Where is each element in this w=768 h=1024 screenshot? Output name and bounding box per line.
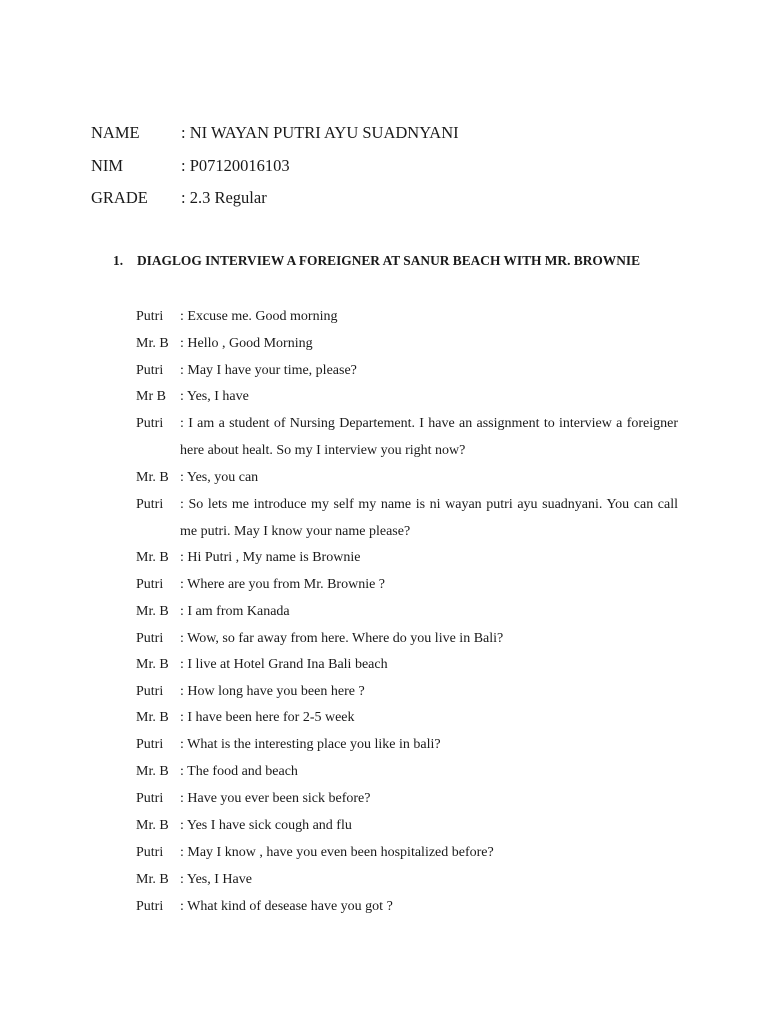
dialog-line xyxy=(136,571,678,598)
dialog-line xyxy=(136,758,678,785)
dialog-line xyxy=(136,812,678,839)
speaker-name: Putri xyxy=(136,497,164,512)
speaker-name: Mr. B xyxy=(136,764,169,779)
utterance-text: : Yes, I have xyxy=(180,389,249,404)
dialog-line xyxy=(136,464,678,491)
nim-label: NIM xyxy=(91,156,124,175)
dialog-line xyxy=(136,839,678,866)
utterance-text: : May I know , have you even been hospitalized before? xyxy=(180,845,494,860)
utterance-text: : Hello , Good Morning xyxy=(180,336,313,351)
speaker-name: Putri xyxy=(136,684,164,699)
speaker-name: Mr B xyxy=(136,389,166,404)
speaker-name: Mr. B xyxy=(136,604,169,619)
utterance-text: : May I have your time, please? xyxy=(180,363,357,378)
speaker-name: Putri xyxy=(136,416,164,431)
grade-value: : 2.3 Regular xyxy=(181,188,267,207)
utterance-text: : Yes I have sick cough and flu xyxy=(180,818,352,833)
speaker-name: Putri xyxy=(136,737,164,752)
name-value: : NI WAYAN PUTRI AYU SUADNYANI xyxy=(181,123,459,142)
utterance-text: : Excuse me. Good morning xyxy=(180,309,338,324)
speaker-name: Putri xyxy=(136,631,164,646)
dialog-line xyxy=(136,625,678,652)
utterance-text: : Yes, you can xyxy=(180,470,259,485)
dialog-line xyxy=(136,893,678,920)
dialog-line xyxy=(136,544,678,571)
speaker-name: Putri xyxy=(136,363,164,378)
speaker-name: Putri xyxy=(136,899,164,914)
dialog-line xyxy=(136,410,678,464)
grade-row xyxy=(91,188,267,208)
speaker-name: Mr. B xyxy=(136,872,169,887)
name-label: NAME xyxy=(91,123,140,142)
section-heading xyxy=(113,251,673,270)
dialog-line xyxy=(136,357,678,384)
speaker-name: Putri xyxy=(136,577,164,592)
dialog-line xyxy=(136,303,678,330)
utterance-text: : What kind of desease have you got ? xyxy=(180,899,393,914)
speaker-name: Mr. B xyxy=(136,470,169,485)
dialog-line xyxy=(136,491,678,545)
speaker-name: Mr. B xyxy=(136,657,169,672)
section-title: DIAGLOG INTERVIEW A FOREIGNER AT SANUR BEACH WITH MR. BROWNIE xyxy=(137,253,641,268)
speaker-name: Mr. B xyxy=(136,710,169,725)
dialog-line xyxy=(136,651,678,678)
name-row xyxy=(91,123,459,143)
utterance-text: : So lets me introduce my self my name is ni wayan putri ayu suadnyani. You can call me putri. May I know your name please? xyxy=(180,497,678,539)
nim-row xyxy=(91,156,290,176)
utterance-text: : Have you ever been sick before? xyxy=(180,791,371,806)
section-number: 1. xyxy=(113,253,124,268)
dialog-line xyxy=(136,704,678,731)
utterance-text: : The food and beach xyxy=(180,764,298,779)
utterance-text: : What is the interesting place you like in bali? xyxy=(180,737,441,752)
nim-value: : P07120016103 xyxy=(181,156,290,175)
dialog-line xyxy=(136,383,678,410)
utterance-text: : I have been here for 2-5 week xyxy=(180,710,355,725)
utterance-text: : Wow, so far away from here. Where do you live in Bali? xyxy=(180,631,504,646)
speaker-name: Mr. B xyxy=(136,550,169,565)
utterance-text: : Yes, I Have xyxy=(180,872,252,887)
dialog-line xyxy=(136,731,678,758)
speaker-name: Putri xyxy=(136,791,164,806)
utterance-text: : I am from Kanada xyxy=(180,604,290,619)
speaker-name: Mr. B xyxy=(136,818,169,833)
speaker-name: Mr. B xyxy=(136,336,169,351)
grade-label: GRADE xyxy=(91,188,148,207)
dialog-line xyxy=(136,678,678,705)
dialog-line xyxy=(136,330,678,357)
speaker-name: Putri xyxy=(136,309,164,324)
utterance-text: : I am a student of Nursing Departement. I have an assignment to interview a foreigner here about healt. So my I interview you right now? xyxy=(180,416,678,458)
dialog-line xyxy=(136,785,678,812)
utterance-text: : Hi Putri , My name is Brownie xyxy=(180,550,361,565)
utterance-text: : How long have you been here ? xyxy=(180,684,365,699)
speaker-name: Putri xyxy=(136,845,164,860)
utterance-text: : Where are you from Mr. Brownie ? xyxy=(180,577,386,592)
dialog-line xyxy=(136,598,678,625)
dialog-line xyxy=(136,866,678,893)
utterance-text: : I live at Hotel Grand Ina Bali beach xyxy=(180,657,388,672)
